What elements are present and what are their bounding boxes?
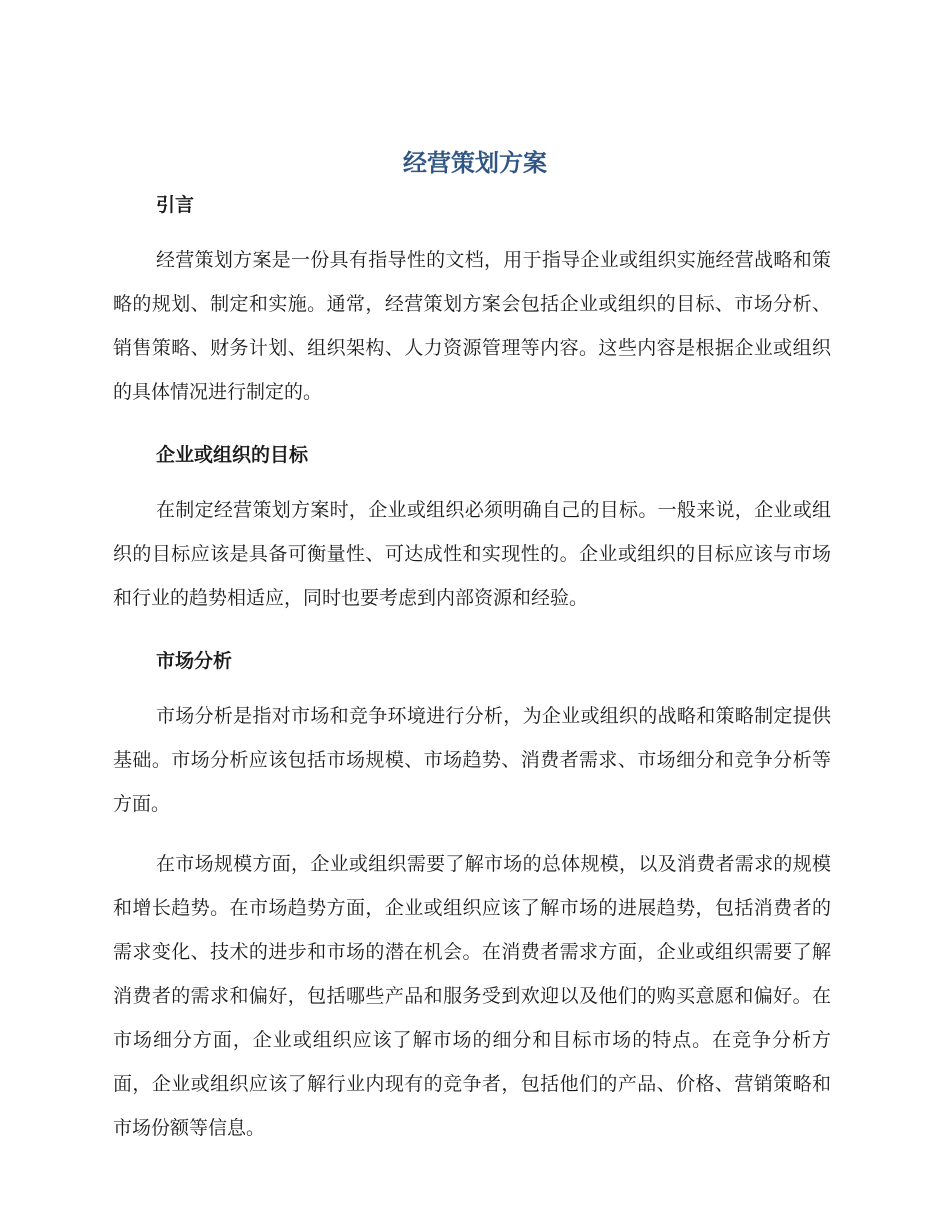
paragraph: 在制定经营策划方案时，企业或组织必须明确自己的目标。一般来说，企业或组织的目标应该是具备可衡量性、可达成性和实现性的。企业或组织的目标应该与市场和行业的趋势相适应，同时也要考虑到内部资源和经验。: [113, 499, 831, 609]
section-heading-market-analysis: 市场分析: [156, 650, 233, 672]
section-market-analysis: [113, 644, 831, 1150]
document-body: [113, 188, 831, 1150]
paragraph: 经营策划方案是一份具有指导性的文档，用于指导企业或组织实施经营战略和策略的规划、制定和实施。通常，经营策划方案会包括企业或组织的目标、市场分析、销售策略、财务计划、组织架构、人力资源管理等内容。这些内容是根据企业或组织的具体情况进行制定的。: [113, 249, 831, 403]
paragraph: 在市场规模方面，企业或组织需要了解市场的总体规模，以及消费者需求的规模和增长趋势。在市场趋势方面，企业或组织应该了解市场的进展趋势，包括消费者的需求变化、技术的进步和市场的潜在机会。在消费者需求方面，企业或组织需要了解消费者的需求和偏好，包括哪些产品和服务受到欢迎以及他们的购买意愿和偏好。在市场细分方面，企业或组织应该了解市场的细分和目标市场的特点。在竞争分析方面，企业或组织应该了解行业内现有的竞争者，包括他们的产品、价格、营销策略和市场份额等信息。: [113, 853, 831, 1139]
document-title: 经营策划方案: [403, 149, 547, 177]
section-heading-introduction: 引言: [156, 194, 195, 216]
paragraph: 市场分析是指对市场和竞争环境进行分析，为企业或组织的战略和策略制定提供基础。市场分析应该包括市场规模、市场趋势、消费者需求、市场细分和竞争分析等方面。: [113, 705, 831, 815]
section-introduction: [113, 188, 831, 414]
section-heading-goals: 企业或组织的目标: [156, 444, 309, 466]
section-goals: [113, 438, 831, 620]
